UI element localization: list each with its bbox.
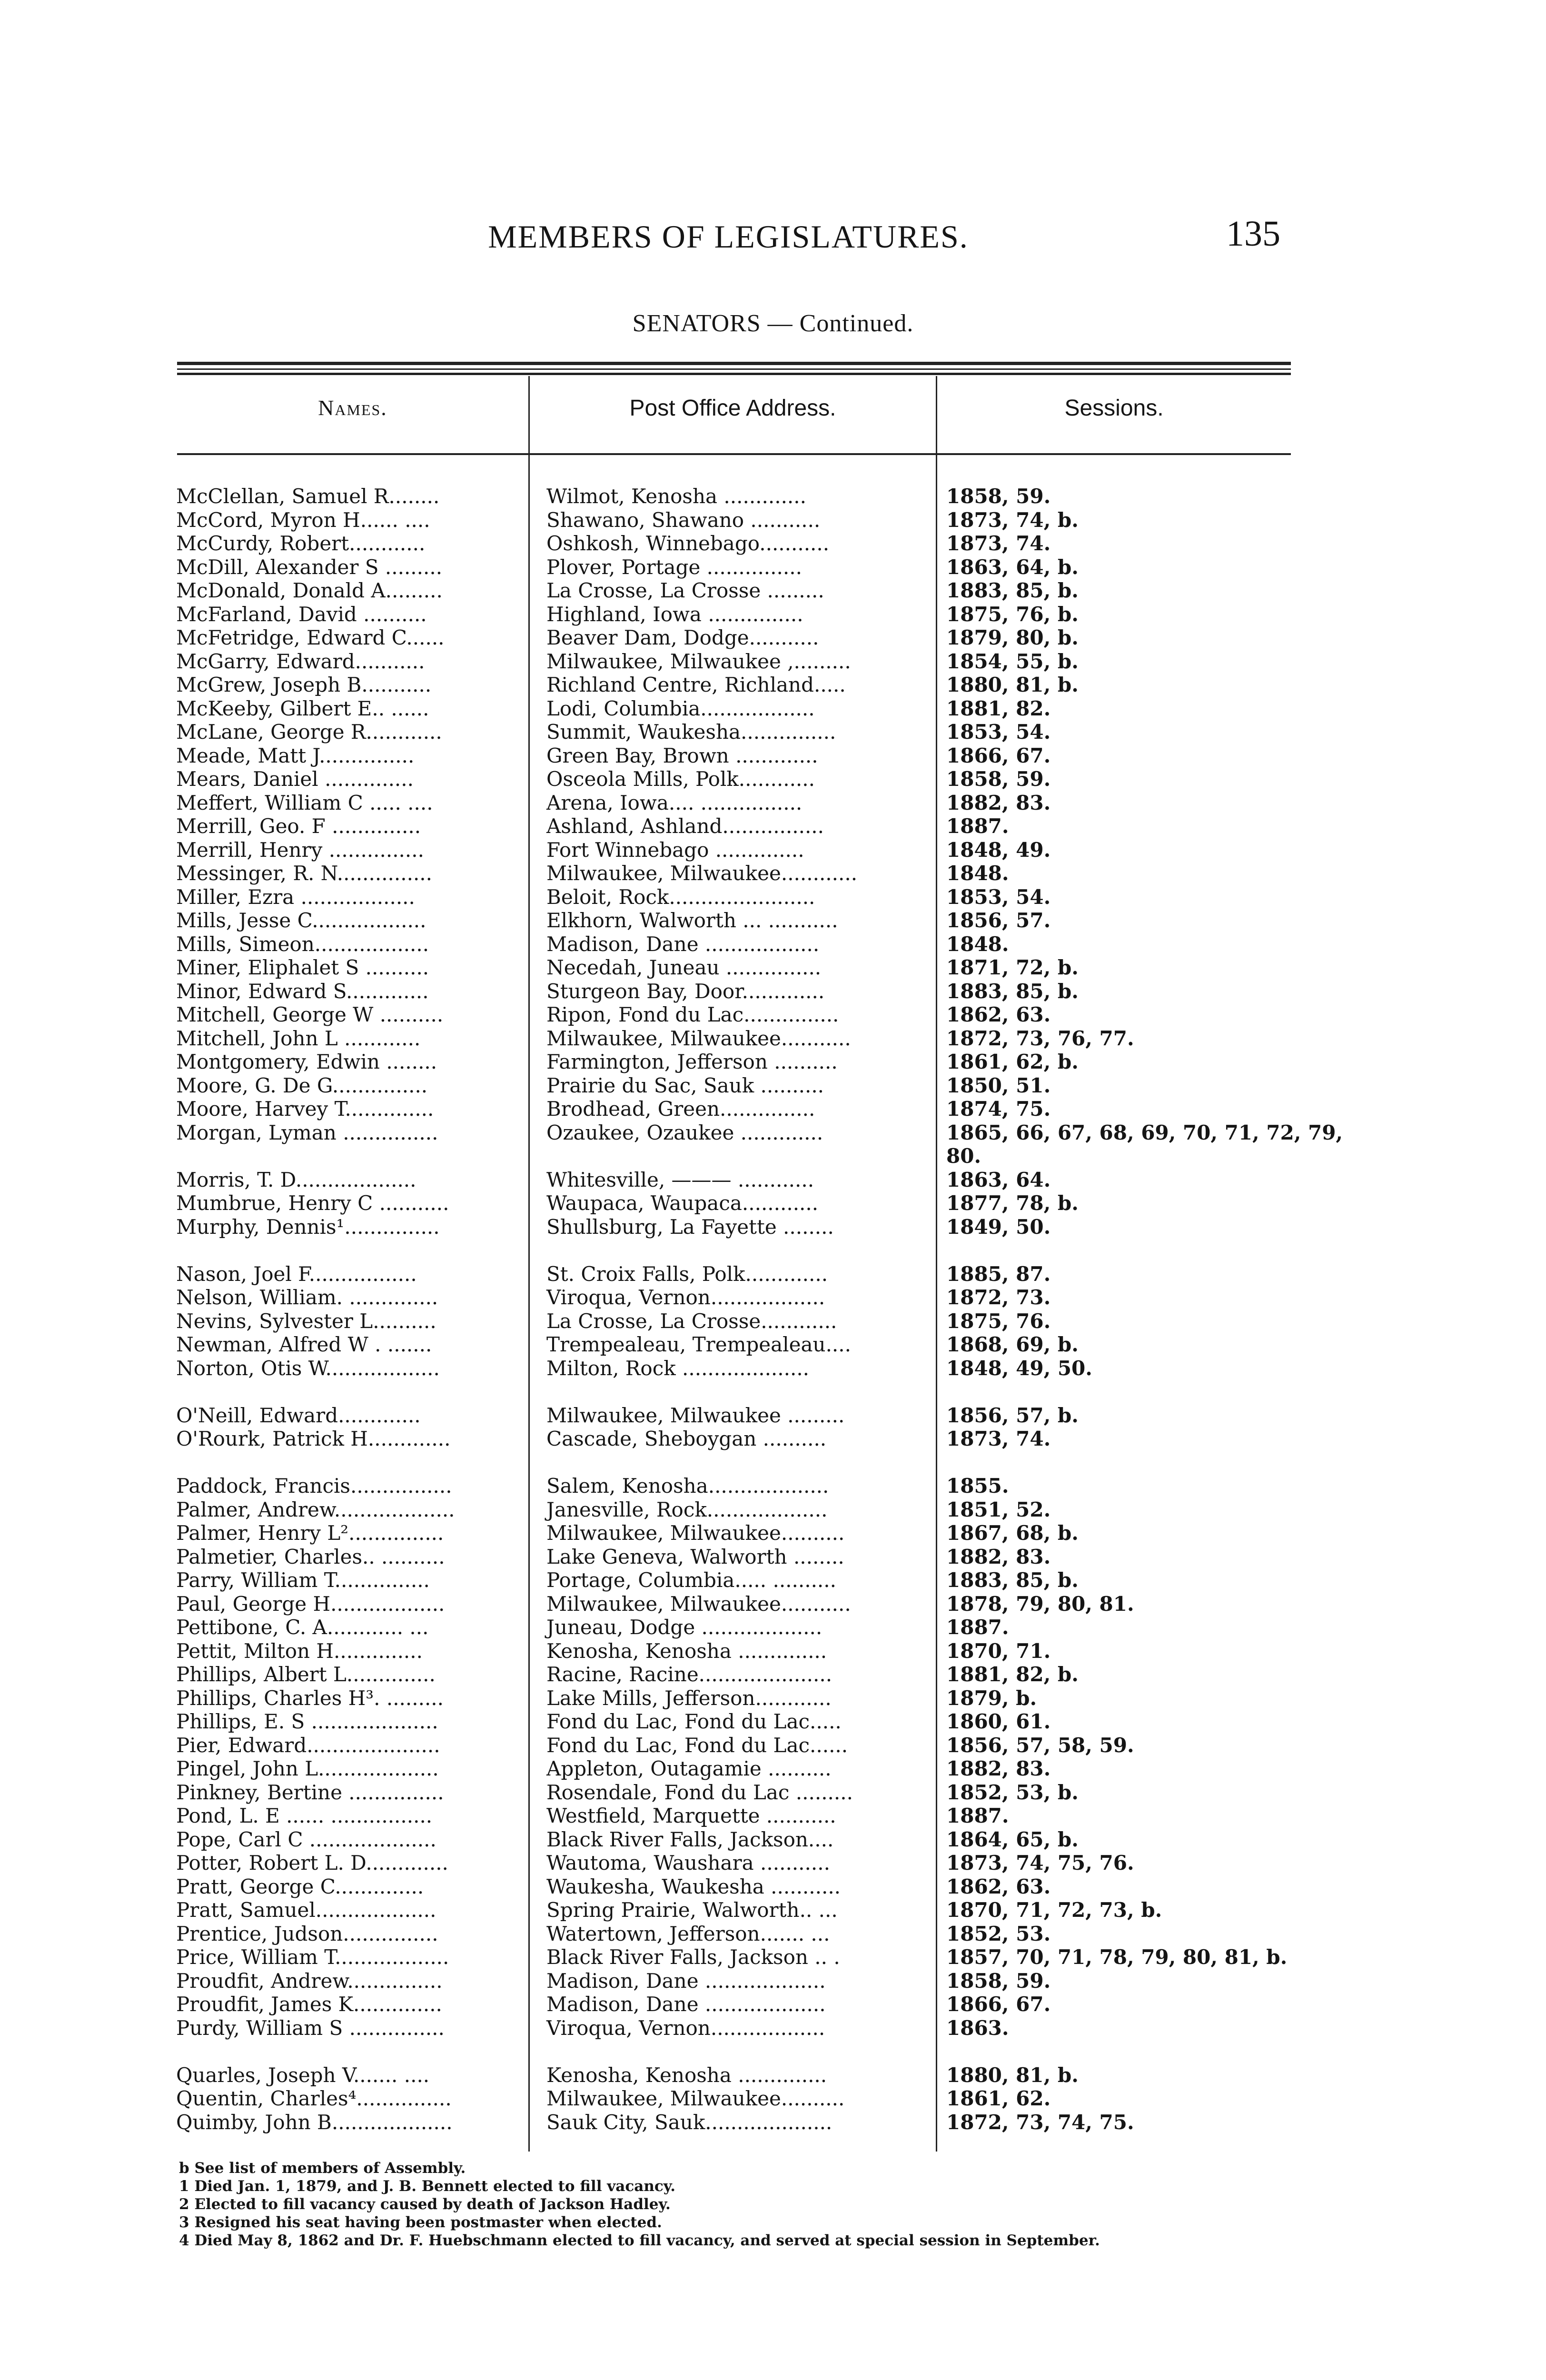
sessions-served: 1854, 55, b.	[946, 649, 1079, 673]
sessions-served: 1856, 57, b.	[946, 1403, 1079, 1427]
sessions-served: 1860, 61.	[946, 1710, 1051, 1733]
post-office-address: Fort Winnebago ..............	[546, 838, 804, 862]
senator-name: Price, William T..................	[176, 1945, 449, 1969]
senator-name: McGrew, Joseph B...........	[176, 673, 432, 696]
post-office-address: Portage, Columbia..... ..........	[546, 1568, 836, 1592]
senator-name: McDonald, Donald A.........	[176, 579, 443, 602]
post-office-address: Milwaukee, Milwaukee............	[546, 862, 858, 885]
senator-name: Palmer, Henry L²...............	[176, 1521, 444, 1545]
table-row	[176, 532, 1290, 555]
senator-name: Parry, William T...............	[176, 1568, 430, 1592]
post-office-address: Spring Prairie, Walworth.. ...	[546, 1898, 838, 1922]
section-heading: SENATORS — Continued.	[632, 310, 914, 337]
senator-name: Prentice, Judson...............	[176, 1922, 438, 1945]
post-office-address: Madison, Dane ...................	[546, 1969, 826, 1993]
table-row	[176, 1097, 1290, 1121]
column-header-names: Names.	[318, 396, 387, 420]
senator-name: Palmetier, Charles.. ..........	[176, 1545, 445, 1568]
sessions-served: 1872, 73, 76, 77.	[946, 1026, 1134, 1050]
senator-name: Purdy, William S ...............	[176, 2016, 445, 2040]
post-office-address: Osceola Mills, Polk............	[546, 767, 815, 791]
senator-name: Paddock, Francis................	[176, 1474, 452, 1497]
footnote-3: 3 Resigned his seat having been postmaster when elected.	[179, 2214, 662, 2231]
senator-name: McCord, Myron H...... ....	[176, 508, 430, 532]
senator-name: Moore, G. De G...............	[176, 1073, 428, 1097]
table-row	[176, 603, 1290, 626]
sessions-served: 1879, b.	[946, 1686, 1037, 1710]
post-office-address: Waukesha, Waukesha ...........	[546, 1874, 841, 1898]
table-row	[176, 1663, 1290, 1686]
post-office-address: Necedah, Juneau ...............	[546, 956, 822, 979]
table-row	[176, 1498, 1290, 1522]
sessions-served: 1874, 75.	[946, 1097, 1051, 1121]
sessions-served: 1873, 74, 75, 76.	[946, 1851, 1134, 1874]
sessions-served: 80.	[946, 1144, 981, 1168]
sessions-served: 1856, 57, 58, 59.	[946, 1733, 1134, 1757]
sessions-served: 1858, 59.	[946, 1969, 1051, 1993]
header-bottom-rule	[177, 453, 1291, 455]
table-row	[176, 1898, 1290, 1922]
senator-name: Newman, Alfred W . .......	[176, 1333, 432, 1356]
sessions-served: 1879, 80, b.	[946, 626, 1079, 649]
post-office-address: La Crosse, La Crosse .........	[546, 579, 824, 602]
senator-name: Pratt, George C..............	[176, 1874, 424, 1898]
post-office-address: Milwaukee, Milwaukee..........	[546, 2087, 845, 2110]
sessions-served: 1873, 74, b.	[946, 508, 1079, 532]
senator-name: Phillips, Albert L..............	[176, 1663, 436, 1686]
sessions-served: 1862, 63.	[946, 1874, 1051, 1898]
table-row	[176, 1521, 1290, 1545]
senator-name: Mitchell, George W ..........	[176, 1003, 444, 1026]
post-office-address: Ripon, Fond du Lac...............	[546, 1003, 839, 1026]
column-header-address: Post Office Address.	[629, 396, 836, 421]
post-office-address: Lodi, Columbia..................	[546, 696, 815, 720]
sessions-served: 1863, 64, b.	[946, 555, 1079, 579]
sessions-served: 1871, 72, b.	[946, 956, 1079, 979]
table-row	[176, 1851, 1290, 1875]
post-office-address: Milwaukee, Milwaukee ,.........	[546, 649, 851, 673]
sessions-served: 1853, 54.	[946, 720, 1051, 744]
table-row	[176, 791, 1290, 815]
post-office-address: Plover, Portage ...............	[546, 555, 802, 579]
sessions-served: 1850, 51.	[946, 1073, 1051, 1097]
post-office-address: Cascade, Sheboygan ..........	[546, 1427, 827, 1450]
table-row	[176, 885, 1290, 909]
senator-name: Paul, George H..................	[176, 1592, 445, 1616]
footnote-b: b See list of members of Assembly.	[179, 2160, 466, 2177]
group-spacer	[176, 1451, 1290, 1475]
table-row	[176, 1639, 1290, 1663]
group-spacer	[176, 1239, 1290, 1262]
post-office-address: Oshkosh, Winnebago...........	[546, 532, 830, 555]
sessions-served: 1883, 85, b.	[946, 1568, 1079, 1592]
post-office-address: Prairie du Sac, Sauk ..........	[546, 1073, 824, 1097]
table-row	[176, 1616, 1290, 1639]
table-row	[176, 1945, 1290, 1969]
sessions-served: 1866, 67.	[946, 744, 1051, 767]
senator-name: Mitchell, John L ............	[176, 1026, 421, 1050]
post-office-address: Shawano, Shawano ...........	[546, 508, 821, 532]
senator-name: Minor, Edward S.............	[176, 979, 429, 1003]
table-row	[176, 1545, 1290, 1569]
post-office-address: Richland Centre, Richland.....	[546, 673, 846, 696]
post-office-address: Madison, Dane ...................	[546, 1993, 826, 2016]
post-office-address: Viroqua, Vernon..................	[546, 1286, 825, 1309]
senator-name: Pope, Carl C ....................	[176, 1827, 436, 1851]
table-row	[176, 1568, 1290, 1592]
table-row	[176, 1993, 1290, 2016]
senator-name: Miner, Eliphalet S ..........	[176, 956, 429, 979]
post-office-address: Kenosha, Kenosha ..............	[546, 1639, 827, 1663]
table-row	[176, 767, 1290, 791]
senator-name: McKeeby, Gilbert E.. ......	[176, 696, 429, 720]
sessions-served: 1848.	[946, 862, 1009, 885]
table-row	[176, 909, 1290, 932]
table-row	[176, 508, 1290, 532]
post-office-address: Watertown, Jefferson....... ...	[546, 1922, 830, 1945]
senator-name: Norton, Otis W..................	[176, 1356, 440, 1380]
post-office-address: Black River Falls, Jackson....	[546, 1827, 834, 1851]
senator-name: McFetridge, Edward C......	[176, 626, 445, 649]
senator-name: O'Rourk, Patrick H.............	[176, 1427, 451, 1450]
table-row	[176, 814, 1290, 838]
sessions-served: 1875, 76.	[946, 1309, 1051, 1333]
top-rule-thick	[177, 362, 1291, 365]
senator-name: Pettibone, C. A............ ...	[176, 1616, 429, 1639]
post-office-address: Lake Mills, Jefferson............	[546, 1686, 832, 1710]
sessions-served: 1864, 65, b.	[946, 1827, 1079, 1851]
senator-name: Nevins, Sylvester L..........	[176, 1309, 436, 1333]
table-row	[176, 485, 1290, 508]
table-row	[176, 1144, 1290, 1168]
sessions-served: 1882, 83.	[946, 1757, 1051, 1780]
sessions-served: 1848, 49.	[946, 838, 1051, 862]
table-row	[176, 1404, 1290, 1428]
senator-name: Pingel, John L...................	[176, 1757, 439, 1780]
senator-name: Morris, T. D...................	[176, 1168, 416, 1191]
sessions-served: 1856, 57.	[946, 909, 1051, 932]
post-office-address: Green Bay, Brown .............	[546, 744, 818, 767]
post-office-address: Highland, Iowa ...............	[546, 602, 803, 626]
senator-name: Mills, Simeon..................	[176, 932, 429, 956]
senator-name: McCurdy, Robert............	[176, 532, 426, 555]
senator-name: Mears, Daniel ..............	[176, 767, 414, 791]
post-office-address: Milwaukee, Milwaukee...........	[546, 1026, 851, 1050]
table-row	[176, 626, 1290, 650]
table-row	[176, 673, 1290, 697]
senator-name: Quentin, Charles⁴...............	[176, 2087, 452, 2110]
sessions-served: 1875, 76, b.	[946, 602, 1079, 626]
senator-name: Merrill, Henry ...............	[176, 838, 424, 862]
table-row	[176, 1734, 1290, 1757]
table-row	[176, 1427, 1290, 1451]
sessions-served: 1853, 54.	[946, 885, 1051, 909]
sessions-served: 1887.	[946, 1616, 1009, 1639]
table-row	[176, 744, 1290, 768]
senator-name: McGarry, Edward...........	[176, 649, 425, 673]
sessions-served: 1848.	[946, 932, 1009, 956]
table-row	[176, 1215, 1290, 1239]
table-row	[176, 579, 1290, 603]
table-row	[176, 1074, 1290, 1098]
sessions-served: 1885, 87.	[946, 1262, 1051, 1286]
post-office-address: Summit, Waukesha...............	[546, 720, 836, 744]
sessions-served: 1858, 59.	[946, 485, 1051, 508]
senator-name: Mills, Jesse C..................	[176, 909, 426, 932]
post-office-address: Brodhead, Green...............	[546, 1097, 815, 1121]
footnote-4: 4 Died May 8, 1862 and Dr. F. Huebschmann elected to fill vacancy, and served at special session in September.	[179, 2232, 1100, 2249]
senator-name: Quarles, Joseph V....... ....	[176, 2063, 430, 2087]
sessions-served: 1883, 85, b.	[946, 579, 1079, 602]
senator-name: Nelson, William. ..............	[176, 1286, 438, 1309]
sessions-served: 1887.	[946, 1804, 1009, 1827]
table-row	[176, 650, 1290, 674]
footnotes	[179, 2159, 1321, 2250]
table-row	[176, 720, 1290, 744]
sessions-served: 1848, 49, 50.	[946, 1356, 1092, 1380]
sessions-served: 1861, 62.	[946, 2087, 1051, 2110]
sessions-served: 1878, 79, 80, 81.	[946, 1592, 1134, 1616]
table-row	[176, 1309, 1290, 1333]
senator-name: Proudfit, James K..............	[176, 1993, 442, 2016]
sessions-served: 1868, 69, b.	[946, 1333, 1079, 1356]
table-row	[176, 1168, 1290, 1192]
post-office-address: Waupaca, Waupaca............	[546, 1191, 819, 1215]
post-office-address: Trempealeau, Trempealeau....	[546, 1333, 851, 1356]
table-row	[176, 697, 1290, 721]
post-office-address: Black River Falls, Jackson .. .	[546, 1945, 840, 1969]
post-office-address: Ozaukee, Ozaukee .............	[546, 1121, 823, 1144]
sessions-served: 1881, 82.	[946, 696, 1051, 720]
post-office-address: Beloit, Rock.......................	[546, 885, 815, 909]
top-rule-thin	[177, 368, 1291, 370]
sessions-served: 1852, 53.	[946, 1922, 1051, 1945]
table-row	[176, 1050, 1290, 1074]
table-row	[176, 1191, 1290, 1215]
senator-name: Messinger, R. N...............	[176, 862, 433, 885]
senator-name: O'Neill, Edward.............	[176, 1403, 421, 1427]
table-row	[176, 2063, 1290, 2087]
sessions-served: 1880, 81, b.	[946, 673, 1079, 696]
post-office-address: Salem, Kenosha...................	[546, 1474, 829, 1497]
senator-name: Pinkney, Bertine ...............	[176, 1780, 444, 1804]
sessions-served: 1866, 67.	[946, 1993, 1051, 2016]
sessions-served: 1852, 53, b.	[946, 1780, 1079, 1804]
sessions-served: 1877, 78, b.	[946, 1191, 1079, 1215]
post-office-address: La Crosse, La Crosse............	[546, 1309, 837, 1333]
post-office-address: Lake Geneva, Walworth ........	[546, 1545, 844, 1568]
table-row	[176, 956, 1290, 980]
sessions-served: 1887.	[946, 814, 1009, 838]
table-row	[176, 1875, 1290, 1899]
post-office-address: Farmington, Jefferson ..........	[546, 1050, 838, 1073]
senator-name: Nason, Joel F.................	[176, 1262, 417, 1286]
table-row	[176, 1357, 1290, 1380]
post-office-address: Sturgeon Bay, Door.............	[546, 979, 825, 1003]
post-office-address: Milwaukee, Milwaukee .........	[546, 1403, 845, 1427]
sessions-served: 1867, 68, b.	[946, 1521, 1079, 1545]
senator-name: Potter, Robert L. D.............	[176, 1851, 448, 1874]
senator-name: McLane, George R............	[176, 720, 442, 744]
table-row	[176, 932, 1290, 956]
table-row	[176, 2111, 1290, 2134]
post-office-address: Milwaukee, Milwaukee...........	[546, 1592, 851, 1616]
senator-name: Mumbrue, Henry C ...........	[176, 1191, 449, 1215]
table-row	[176, 1333, 1290, 1357]
sessions-served: 1873, 74.	[946, 1427, 1051, 1450]
table-row	[176, 1922, 1290, 1946]
post-office-address: Appleton, Outagamie ..........	[546, 1757, 832, 1780]
senator-name: Pond, L. E ...... ................	[176, 1804, 433, 1827]
sessions-served: 1863.	[946, 2016, 1009, 2040]
footnote-2: 2 Elected to fill vacancy caused by death of Jackson Hadley.	[179, 2196, 671, 2213]
sessions-served: 1849, 50.	[946, 1215, 1051, 1239]
senator-name: Meade, Matt J...............	[176, 744, 415, 767]
table-row	[176, 1686, 1290, 1710]
post-office-address: Milwaukee, Milwaukee..........	[546, 1521, 845, 1545]
table-row	[176, 2087, 1290, 2111]
post-office-address: Fond du Lac, Fond du Lac......	[546, 1733, 848, 1757]
table-row	[176, 1592, 1290, 1616]
senator-name: Palmer, Andrew...................	[176, 1497, 455, 1521]
top-rule-thick-2	[177, 373, 1291, 375]
table-row	[176, 1262, 1290, 1286]
senator-name: McDill, Alexander S .........	[176, 555, 443, 579]
sessions-served: 1865, 66, 67, 68, 69, 70, 71, 72, 79,	[946, 1121, 1343, 1144]
senator-name: Merrill, Geo. F ..............	[176, 814, 421, 838]
post-office-address: Arena, Iowa.... ................	[546, 791, 803, 814]
post-office-address: Ashland, Ashland................	[546, 814, 824, 838]
post-office-address: Fond du Lac, Fond du Lac.....	[546, 1710, 842, 1733]
post-office-address: Shullsburg, La Fayette ........	[546, 1215, 834, 1239]
post-office-address: Westfield, Marquette ...........	[546, 1804, 836, 1827]
column-header-sessions: Sessions.	[1064, 396, 1164, 421]
sessions-served: 1851, 52.	[946, 1497, 1051, 1521]
table-row	[176, 1003, 1290, 1027]
sessions-served: 1857, 70, 71, 78, 79, 80, 81, b.	[946, 1945, 1288, 1969]
group-spacer	[176, 1380, 1290, 1404]
senators-table-body	[176, 485, 1343, 2134]
post-office-address: Kenosha, Kenosha ..............	[546, 2063, 827, 2087]
post-office-address: Milton, Rock ....................	[546, 1356, 810, 1380]
table-row	[176, 1286, 1290, 1309]
senator-name: Montgomery, Edwin ........	[176, 1050, 437, 1073]
table-row	[176, 555, 1290, 579]
table-row	[176, 2016, 1290, 2040]
sessions-served: 1872, 73.	[946, 1286, 1051, 1309]
senator-name: Phillips, E. S ....................	[176, 1710, 438, 1733]
sessions-served: 1855.	[946, 1474, 1009, 1497]
senator-name: Morgan, Lyman ...............	[176, 1121, 438, 1144]
table-row	[176, 1781, 1290, 1805]
post-office-address: Wilmot, Kenosha .............	[546, 485, 806, 508]
post-office-address: Janesville, Rock...................	[546, 1497, 828, 1521]
group-spacer	[176, 2040, 1290, 2063]
senator-name: Phillips, Charles H³. .........	[176, 1686, 444, 1710]
post-office-address: Madison, Dane ..................	[546, 932, 820, 956]
senator-name: Moore, Harvey T..............	[176, 1097, 434, 1121]
post-office-address: St. Croix Falls, Polk.............	[546, 1262, 828, 1286]
sessions-served: 1861, 62, b.	[946, 1050, 1079, 1073]
post-office-address: Beaver Dam, Dodge...........	[546, 626, 819, 649]
table-row	[176, 1969, 1290, 1993]
table-row	[176, 1828, 1290, 1852]
table-row	[176, 1804, 1290, 1828]
table-row	[176, 980, 1290, 1003]
post-office-address: Juneau, Dodge ...................	[546, 1616, 823, 1639]
senator-name: Pier, Edward.....................	[176, 1733, 440, 1757]
sessions-served: 1882, 83.	[946, 1545, 1051, 1568]
sessions-served: 1870, 71, 72, 73, b.	[946, 1898, 1162, 1922]
sessions-served: 1870, 71.	[946, 1639, 1051, 1663]
table-row	[176, 1757, 1290, 1781]
table-row	[176, 1121, 1343, 1145]
sessions-served: 1880, 81, b.	[946, 2063, 1079, 2087]
senator-name: Miller, Ezra ..................	[176, 885, 415, 909]
running-title: MEMBERS OF LEGISLATURES.	[488, 218, 969, 255]
post-office-address: Rosendale, Fond du Lac .........	[546, 1780, 853, 1804]
table-row	[176, 862, 1290, 885]
table-row	[176, 1710, 1290, 1734]
sessions-served: 1862, 63.	[946, 1003, 1051, 1026]
senator-name: McClellan, Samuel R........	[176, 485, 440, 508]
post-office-address: Elkhorn, Walworth ... ...........	[546, 909, 838, 932]
sessions-served: 1881, 82, b.	[946, 1663, 1079, 1686]
table-row	[176, 1027, 1290, 1051]
senator-name: McFarland, David ..........	[176, 602, 427, 626]
sessions-served: 1882, 83.	[946, 791, 1051, 814]
senator-name: Pettit, Milton H..............	[176, 1639, 423, 1663]
table-row	[176, 1474, 1290, 1498]
senator-name: Pratt, Samuel...................	[176, 1898, 436, 1922]
footnote-1: 1 Died Jan. 1, 1879, and J. B. Bennett elected to fill vacancy.	[179, 2178, 675, 2195]
post-office-address: Wautoma, Waushara ...........	[546, 1851, 830, 1874]
post-office-address: Racine, Racine.....................	[546, 1663, 832, 1686]
table-row	[176, 838, 1290, 862]
senator-name: Meffert, William C ..... ....	[176, 791, 433, 814]
post-office-address: Sauk City, Sauk....................	[546, 2110, 832, 2134]
page-number: 135	[1226, 214, 1280, 254]
sessions-served: 1858, 59.	[946, 767, 1051, 791]
sessions-served: 1883, 85, b.	[946, 979, 1079, 1003]
sessions-served: 1873, 74.	[946, 532, 1051, 555]
sessions-served: 1872, 73, 74, 75.	[946, 2110, 1134, 2134]
post-office-address: Viroqua, Vernon..................	[546, 2016, 825, 2040]
running-head	[176, 213, 1280, 261]
senator-name: Quimby, John B...................	[176, 2110, 453, 2134]
senator-name: Proudfit, Andrew...............	[176, 1969, 443, 1993]
sessions-served: 1863, 64.	[946, 1168, 1051, 1191]
post-office-address: Whitesville, ——— ............	[546, 1168, 814, 1191]
senator-name: Murphy, Dennis¹...............	[176, 1215, 440, 1239]
